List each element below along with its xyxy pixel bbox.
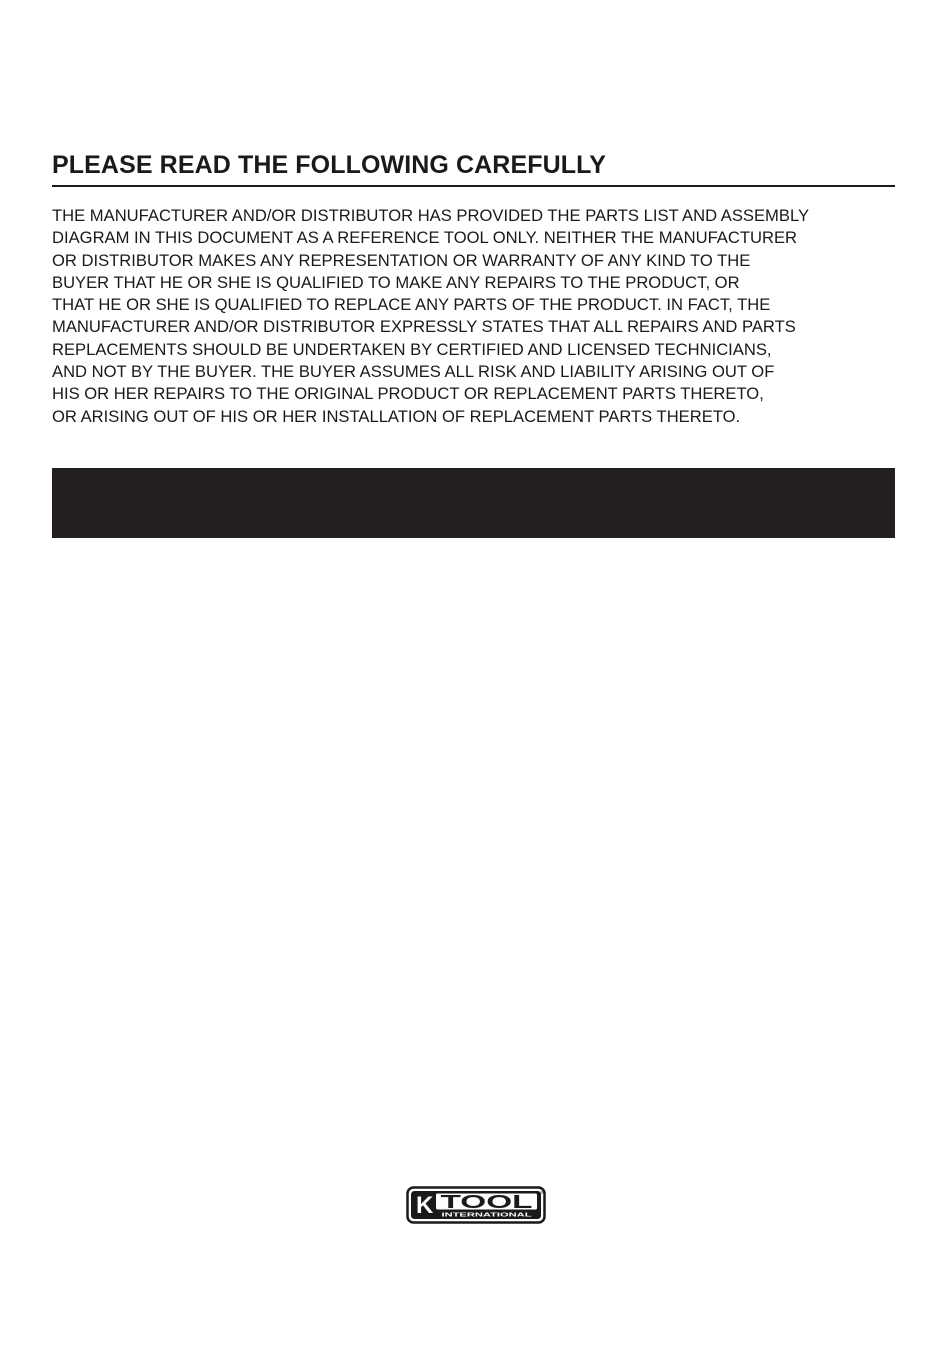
logo-tool: TOOL: [440, 1192, 533, 1212]
logo-registered: ®: [540, 1190, 544, 1195]
disclaimer-line: REPLACEMENTS SHOULD BE UNDERTAKEN BY CERTIFIED AND LICENSED TECHNICIANS,: [52, 339, 772, 359]
logo-k: K: [416, 1192, 434, 1219]
disclaimer-line: MANUFACTURER AND/OR DISTRIBUTOR EXPRESSLY STATES THAT ALL REPAIRS AND PARTS: [52, 317, 796, 337]
disclaimer-paragraph: [52, 205, 912, 428]
disclaimer-line: THAT HE OR SHE IS QUALIFIED TO REPLACE ANY PARTS OF THE PRODUCT. IN FACT, THE: [52, 295, 771, 315]
disclaimer-line: OR ARISING OUT OF HIS OR HER INSTALLATION OF REPLACEMENT PARTS THERETO.: [52, 406, 741, 426]
black-band: [52, 468, 895, 538]
notice-heading: PLEASE READ THE FOLLOWING CAREFULLY: [52, 151, 606, 179]
disclaimer-line: THE MANUFACTURER AND/OR DISTRIBUTOR HAS PROVIDED THE PARTS LIST AND ASSEMBLY: [52, 206, 810, 225]
ktool-logo: [406, 1186, 546, 1224]
heading-divider: [52, 185, 895, 187]
disclaimer-line: OR DISTRIBUTOR MAKES ANY REPRESENTATION OR WARRANTY OF ANY KIND TO THE: [52, 250, 751, 270]
disclaimer-line: DIAGRAM IN THIS DOCUMENT AS A REFERENCE TOOL ONLY. NEITHER THE MANUFACTURER: [52, 228, 798, 248]
logo-international: INTERNATIONAL: [441, 1212, 534, 1219]
disclaimer-line: BUYER THAT HE OR SHE IS QUALIFIED TO MAKE ANY REPAIRS TO THE PRODUCT, OR: [52, 272, 740, 292]
disclaimer-line: AND NOT BY THE BUYER. THE BUYER ASSUMES ALL RISK AND LIABILITY ARISING OUT OF: [52, 362, 775, 382]
disclaimer-line: HIS OR HER REPAIRS TO THE ORIGINAL PRODUCT OR REPLACEMENT PARTS THERETO,: [52, 384, 764, 404]
